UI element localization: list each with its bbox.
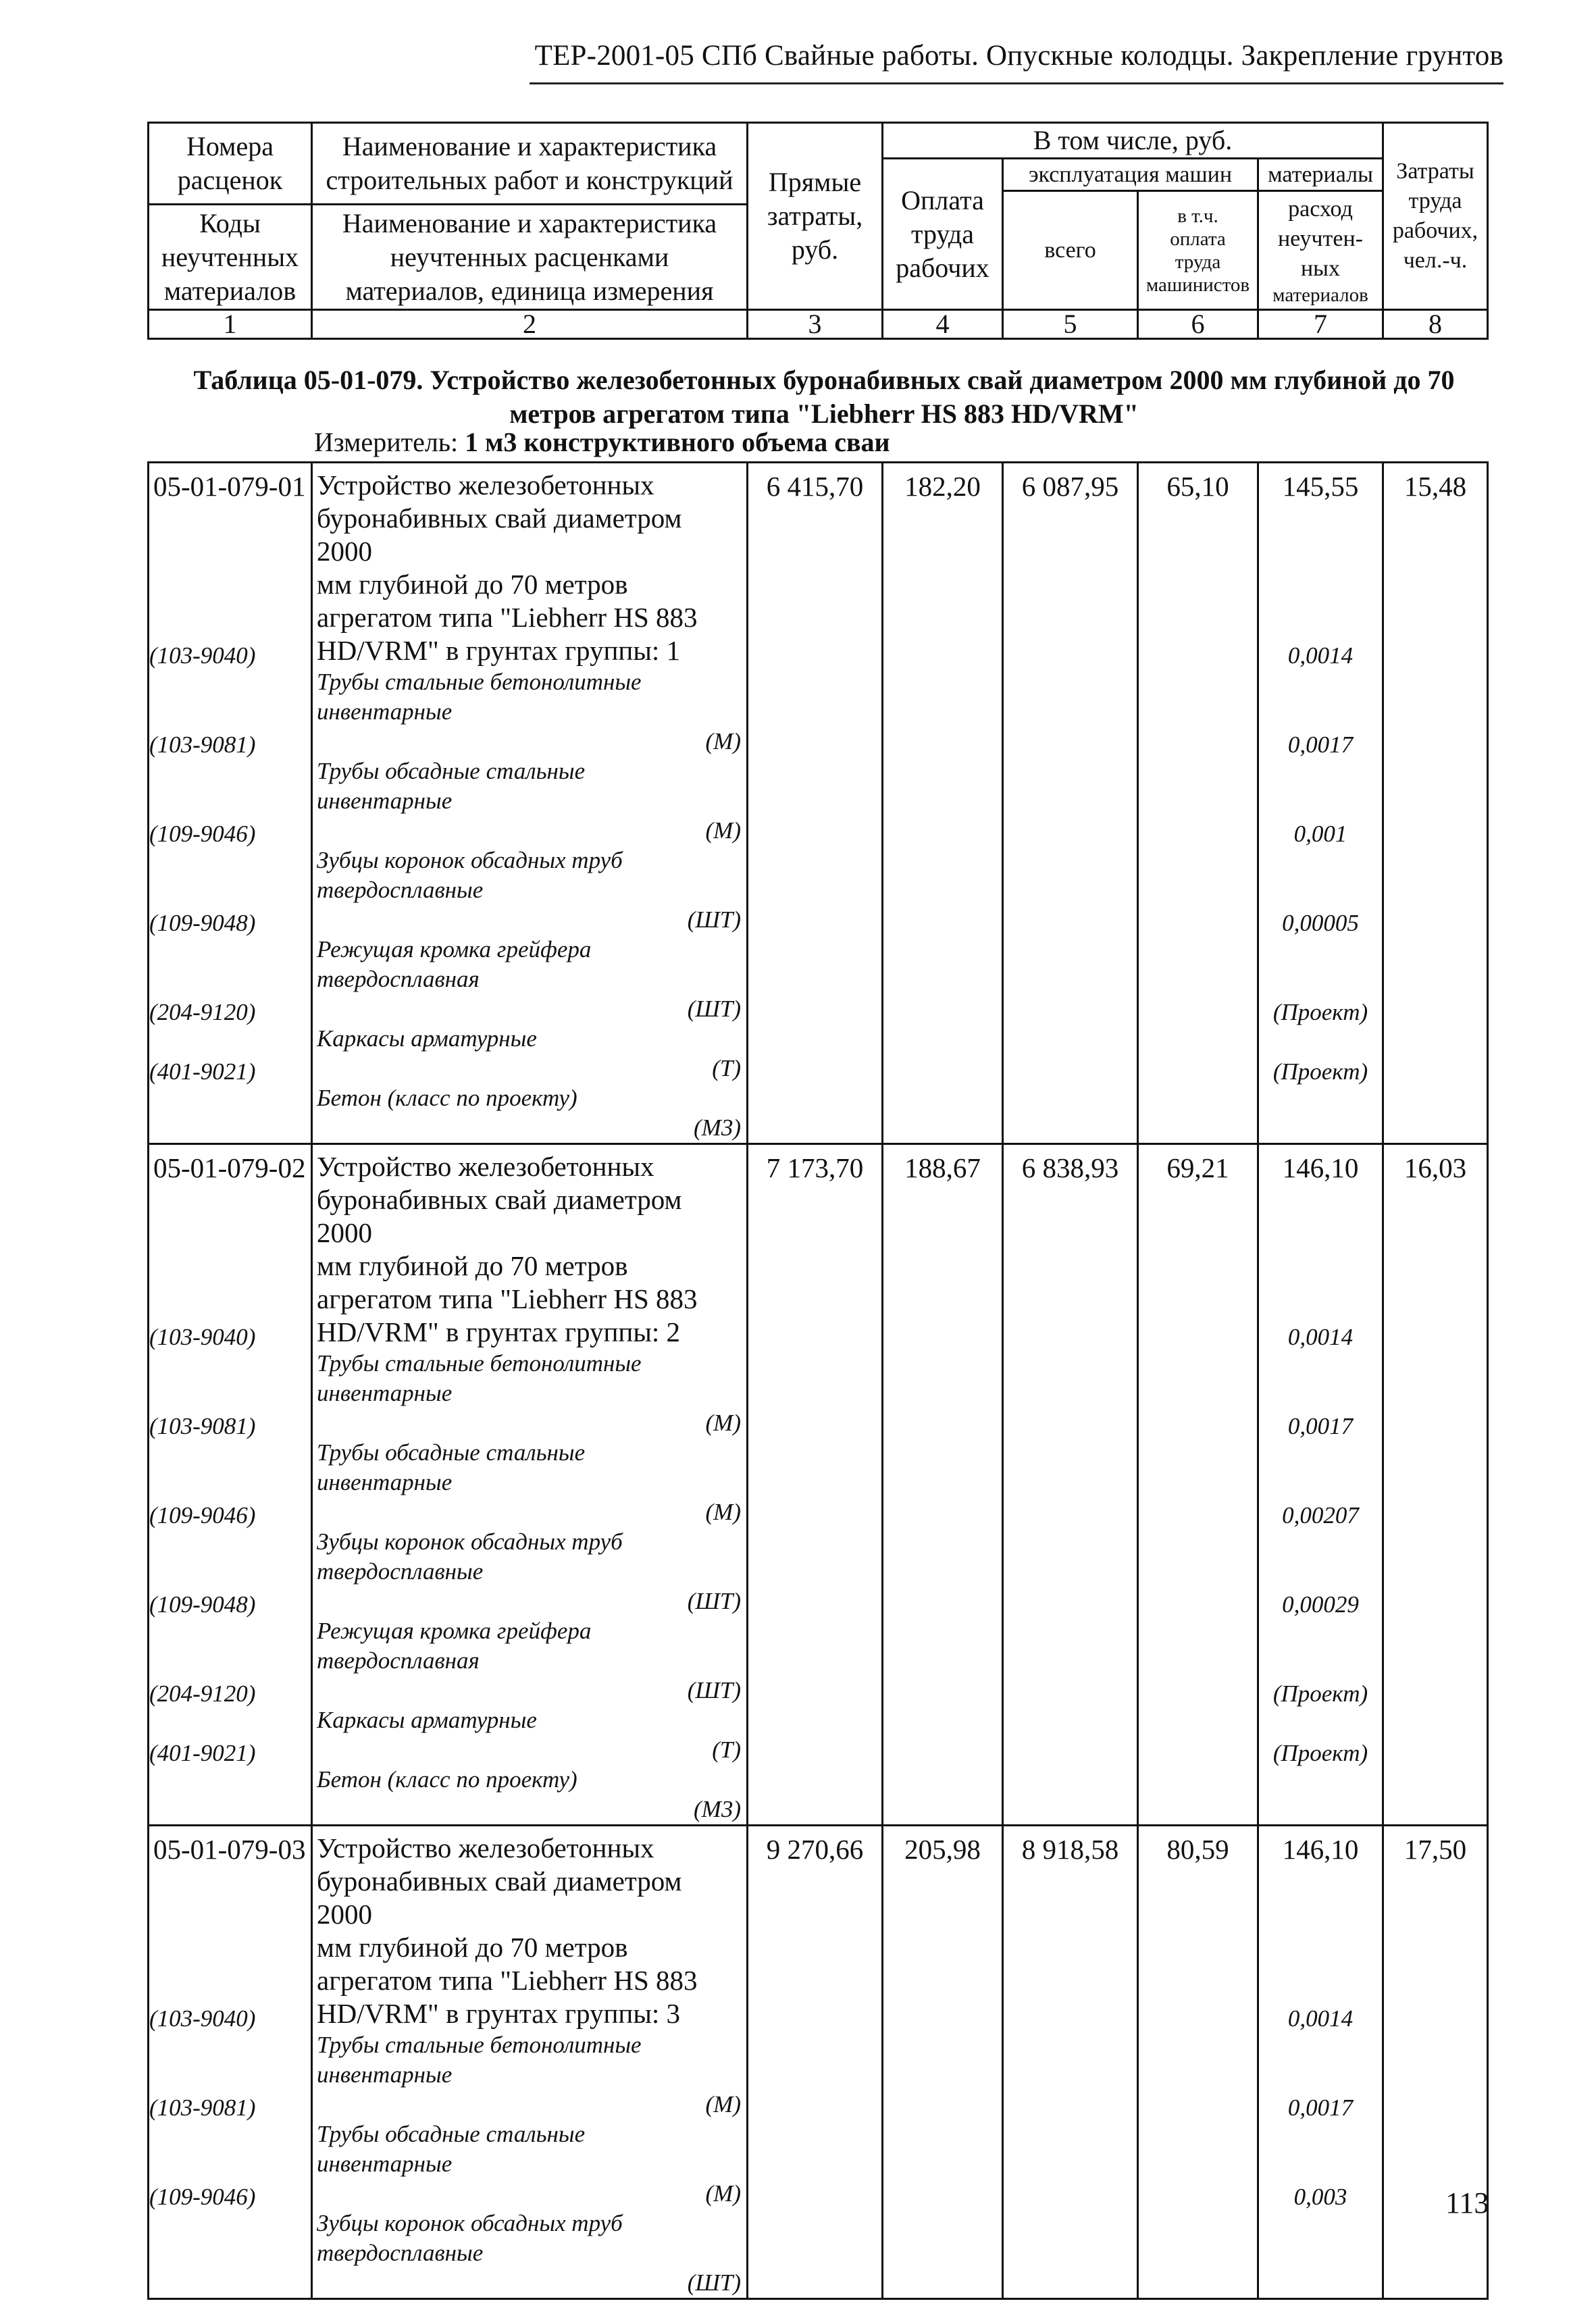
material-item bbox=[313, 2209, 746, 2298]
machinists-pay-cell bbox=[1138, 463, 1258, 1144]
material-consumption: (Проект) bbox=[1272, 1058, 1368, 1085]
material-code: (401-9021) bbox=[149, 1058, 256, 1085]
col-header-rates: Номера расценок bbox=[149, 123, 312, 205]
material-name: Каркасы арматурные bbox=[317, 1707, 537, 1733]
material-name: Трубы стальные бетонолитные bbox=[317, 1350, 642, 1377]
table-row bbox=[149, 463, 1488, 1144]
material-name: Каркасы арматурные bbox=[317, 1025, 537, 1052]
machines-total: 6 087,95 bbox=[1021, 471, 1119, 502]
material-name: Трубы обсадные стальные bbox=[317, 1439, 586, 1466]
labor-hours: 17,50 bbox=[1404, 1834, 1467, 1865]
material-consumption: 0,001 bbox=[1293, 821, 1347, 847]
material-code: (401-9021) bbox=[149, 1740, 256, 1766]
material-unit: (ШТ) bbox=[687, 996, 741, 1022]
material-item bbox=[313, 1705, 746, 1765]
material-item bbox=[313, 1616, 746, 1705]
machines-total: 6 838,93 bbox=[1021, 1152, 1119, 1183]
labor-hours-cell bbox=[1383, 1144, 1488, 1826]
direct-costs-cell bbox=[748, 1144, 883, 1826]
rate-code-cell bbox=[149, 1144, 312, 1826]
direct-costs: 7 173,70 bbox=[766, 1152, 864, 1183]
col-header-machinists-pay: в т.ч. оплата труда машинистов bbox=[1138, 191, 1258, 310]
materials-cell bbox=[1258, 1144, 1383, 1826]
machines-total-cell bbox=[1003, 1144, 1138, 1826]
material-name: Трубы стальные бетонолитные bbox=[317, 2032, 642, 2058]
machinists-pay: 65,10 bbox=[1166, 471, 1229, 502]
material-code: (109-9046) bbox=[149, 2184, 256, 2210]
material-name: твердосплавная bbox=[317, 966, 480, 992]
direct-costs-cell bbox=[748, 1826, 883, 2299]
materials-cell bbox=[1258, 463, 1383, 1144]
material-item bbox=[313, 1083, 746, 1143]
material-consumption: (Проект) bbox=[1272, 999, 1368, 1025]
material-consumption: (Проект) bbox=[1272, 1740, 1368, 1766]
col-header-materials: материалы bbox=[1258, 159, 1383, 191]
work-name: Устройство железобетонных буронабивных свай диаметром 2000 мм глубиной до 70 метров агрегатом типа "Liebherr HS 883 HD/VRM" в грунтах группы: 1 bbox=[317, 469, 698, 666]
machinists-pay-cell bbox=[1138, 1826, 1258, 2299]
materials-cell bbox=[1258, 1826, 1383, 2299]
col-header-machines-total: всего bbox=[1003, 191, 1138, 310]
material-item bbox=[313, 1349, 746, 1438]
material-unit: (ШТ) bbox=[687, 2269, 741, 2296]
material-name: Трубы обсадные стальные bbox=[317, 758, 586, 784]
col-header-machines: эксплуатация машин bbox=[1003, 159, 1258, 191]
machinists-pay: 80,59 bbox=[1166, 1834, 1229, 1865]
col-number-2: 2 bbox=[312, 310, 748, 339]
col-header-including: В том числе, руб. bbox=[883, 123, 1383, 159]
rate-code-cell bbox=[149, 1826, 312, 2299]
labor-hours: 16,03 bbox=[1404, 1152, 1467, 1183]
direct-costs: 9 270,66 bbox=[766, 1834, 864, 1865]
material-consumption: 0,00207 bbox=[1282, 1502, 1359, 1528]
page-number: 113 bbox=[1445, 2186, 1489, 2219]
materials-value: 146,10 bbox=[1282, 1152, 1359, 1183]
material-unit: (ШТ) bbox=[687, 1588, 741, 1614]
material-unit: (Т) bbox=[712, 1055, 741, 1081]
material-name: инвентарные bbox=[317, 1380, 453, 1406]
material-unit: (М) bbox=[705, 728, 741, 754]
rate-code-cell bbox=[149, 463, 312, 1144]
work-name-cell bbox=[312, 1144, 748, 1826]
worker-pay-cell bbox=[883, 1144, 1003, 1826]
materials-value: 146,10 bbox=[1282, 1834, 1359, 1865]
material-unit: (ШТ) bbox=[687, 1677, 741, 1703]
material-item bbox=[313, 667, 746, 756]
col-header-work-name: Наименование и характеристика строительных работ и конструкций bbox=[312, 123, 748, 205]
material-unit: (М) bbox=[705, 1499, 741, 1525]
worker-pay: 188,67 bbox=[904, 1152, 981, 1183]
work-name-cell bbox=[312, 1826, 748, 2299]
material-name: твердосплавные bbox=[317, 2240, 484, 2266]
material-item bbox=[313, 1765, 746, 1824]
material-consumption: (Проект) bbox=[1272, 1680, 1368, 1707]
material-unit: (М3) bbox=[694, 1796, 741, 1822]
material-name: Зубцы коронок обсадных труб bbox=[317, 1528, 623, 1555]
material-code: (103-9040) bbox=[149, 2005, 256, 2032]
material-unit: (М) bbox=[705, 817, 741, 844]
col-header-labor-hours: Затраты труда рабочих, чел.-ч. bbox=[1383, 123, 1488, 310]
material-unit: (Т) bbox=[712, 1737, 741, 1763]
materials-value: 145,55 bbox=[1282, 471, 1359, 502]
material-name: твердосплавная bbox=[317, 1647, 480, 1674]
page-header: ТЕР-2001-05 СПб Свайные работы. Опускные колодцы. Закрепление грунтов bbox=[534, 40, 1503, 72]
material-name: инвентарные bbox=[317, 698, 453, 725]
material-consumption: 0,0017 bbox=[1287, 1413, 1354, 1439]
material-name: инвентарные bbox=[317, 788, 453, 814]
material-code: (109-9048) bbox=[149, 910, 256, 936]
material-name: Режущая кромка грейфера bbox=[317, 1618, 592, 1644]
header-rule bbox=[530, 82, 1503, 84]
material-item bbox=[313, 1527, 746, 1616]
material-consumption: 0,0014 bbox=[1287, 2005, 1354, 2032]
material-item bbox=[313, 756, 746, 846]
material-code: (103-9040) bbox=[149, 642, 256, 669]
col-number-8: 8 bbox=[1383, 310, 1488, 339]
rate-code: 05-01-079-03 bbox=[153, 1834, 306, 1865]
material-consumption: 0,00005 bbox=[1282, 910, 1359, 936]
material-name: Режущая кромка грейфера bbox=[317, 936, 592, 962]
rate-code: 05-01-079-01 bbox=[153, 471, 306, 502]
machines-total: 8 918,58 bbox=[1021, 1834, 1119, 1865]
work-name-cell bbox=[312, 463, 748, 1144]
worker-pay: 205,98 bbox=[904, 1834, 981, 1865]
material-name: Трубы обсадные стальные bbox=[317, 2121, 586, 2147]
table-row bbox=[149, 1144, 1488, 1826]
labor-hours: 15,48 bbox=[1404, 471, 1467, 502]
worker-pay-cell bbox=[883, 463, 1003, 1144]
material-item bbox=[313, 846, 746, 935]
direct-costs: 6 415,70 bbox=[766, 471, 864, 502]
col-header-worker-pay: Оплата труда рабочих bbox=[883, 159, 1003, 310]
worker-pay-cell bbox=[883, 1826, 1003, 2299]
material-unit: (М) bbox=[705, 2091, 741, 2117]
material-name: твердосплавные bbox=[317, 877, 484, 903]
material-item bbox=[313, 1438, 746, 1527]
material-consumption: 0,003 bbox=[1293, 2184, 1347, 2210]
col-number-7: 7 bbox=[1258, 310, 1383, 339]
material-name: Бетон (класс по проекту) bbox=[317, 1085, 577, 1111]
material-unit: (М) bbox=[705, 1410, 741, 1436]
col-header-material-codes: Коды неучтенных материалов bbox=[149, 205, 312, 310]
machinists-pay-cell bbox=[1138, 1144, 1258, 1826]
work-name: Устройство железобетонных буронабивных свай диаметром 2000 мм глубиной до 70 метров агрегатом типа "Liebherr HS 883 HD/VRM" в грунтах группы: 2 bbox=[317, 1151, 698, 1347]
material-item bbox=[313, 2030, 746, 2119]
direct-costs-cell bbox=[748, 463, 883, 1144]
material-code: (109-9048) bbox=[149, 1591, 256, 1618]
labor-hours-cell bbox=[1383, 1826, 1488, 2299]
material-item bbox=[313, 935, 746, 1024]
material-unit: (ШТ) bbox=[687, 906, 741, 933]
material-code: (204-9120) bbox=[149, 1680, 256, 1707]
material-name: Зубцы коронок обсадных труб bbox=[317, 847, 623, 873]
column-header-table bbox=[147, 122, 1489, 340]
material-name: Трубы стальные бетонолитные bbox=[317, 669, 642, 695]
material-code: (103-9081) bbox=[149, 2094, 256, 2121]
material-name: твердосплавные bbox=[317, 1558, 484, 1585]
material-consumption: 0,0017 bbox=[1287, 731, 1354, 758]
machines-total-cell bbox=[1003, 1826, 1138, 2299]
material-code: (109-9046) bbox=[149, 821, 256, 847]
material-code: (204-9120) bbox=[149, 999, 256, 1025]
material-unit: (М3) bbox=[694, 1114, 741, 1141]
material-name: Зубцы коронок обсадных труб bbox=[317, 2210, 623, 2236]
col-header-direct-costs: Прямые затраты, руб. bbox=[748, 123, 883, 310]
col-number-6: 6 bbox=[1138, 310, 1258, 339]
rates-table bbox=[147, 461, 1489, 2300]
col-header-material-names: Наименование и характеристика неучтенных расценками материалов, единица измерения bbox=[312, 205, 748, 310]
machines-total-cell bbox=[1003, 463, 1138, 1144]
material-consumption: 0,0014 bbox=[1287, 1324, 1354, 1350]
material-code: (109-9046) bbox=[149, 1502, 256, 1528]
material-code: (103-9040) bbox=[149, 1324, 256, 1350]
table-row bbox=[149, 1826, 1488, 2299]
material-consumption: 0,0014 bbox=[1287, 642, 1354, 669]
material-code: (103-9081) bbox=[149, 1413, 256, 1439]
labor-hours-cell bbox=[1383, 463, 1488, 1144]
worker-pay: 182,20 bbox=[904, 471, 981, 502]
material-name: инвентарные bbox=[317, 2061, 453, 2088]
col-header-unaccounted-materials: расход неучтен- ных материалов bbox=[1258, 191, 1383, 310]
material-item bbox=[313, 2119, 746, 2209]
material-code: (103-9081) bbox=[149, 731, 256, 758]
unit-line: Измеритель: 1 м3 конструктивного объема сваи bbox=[314, 427, 890, 457]
col-number-5: 5 bbox=[1003, 310, 1138, 339]
material-name: инвентарные bbox=[317, 1469, 453, 1495]
work-name: Устройство железобетонных буронабивных свай диаметром 2000 мм глубиной до 70 метров агрегатом типа "Liebherr HS 883 HD/VRM" в грунтах группы: 3 bbox=[317, 1832, 698, 2029]
material-item bbox=[313, 1024, 746, 1083]
col-number-1: 1 bbox=[149, 310, 312, 339]
material-consumption: 0,0017 bbox=[1287, 2094, 1354, 2121]
machinists-pay: 69,21 bbox=[1166, 1152, 1229, 1183]
material-name: инвентарные bbox=[317, 2151, 453, 2177]
material-name: Бетон (класс по проекту) bbox=[317, 1766, 577, 1793]
col-number-3: 3 bbox=[748, 310, 883, 339]
rate-code: 05-01-079-02 bbox=[153, 1152, 306, 1183]
table-caption: Таблица 05-01-079. Устройство железобетонных буронабивных свай диаметром 2000 мм глубиной до 70 метров агрегатом типа "Liebherr HS 883 HD/VRM" bbox=[193, 365, 1455, 429]
col-number-4: 4 bbox=[883, 310, 1003, 339]
material-unit: (М) bbox=[705, 2180, 741, 2207]
material-consumption: 0,00029 bbox=[1282, 1591, 1359, 1618]
